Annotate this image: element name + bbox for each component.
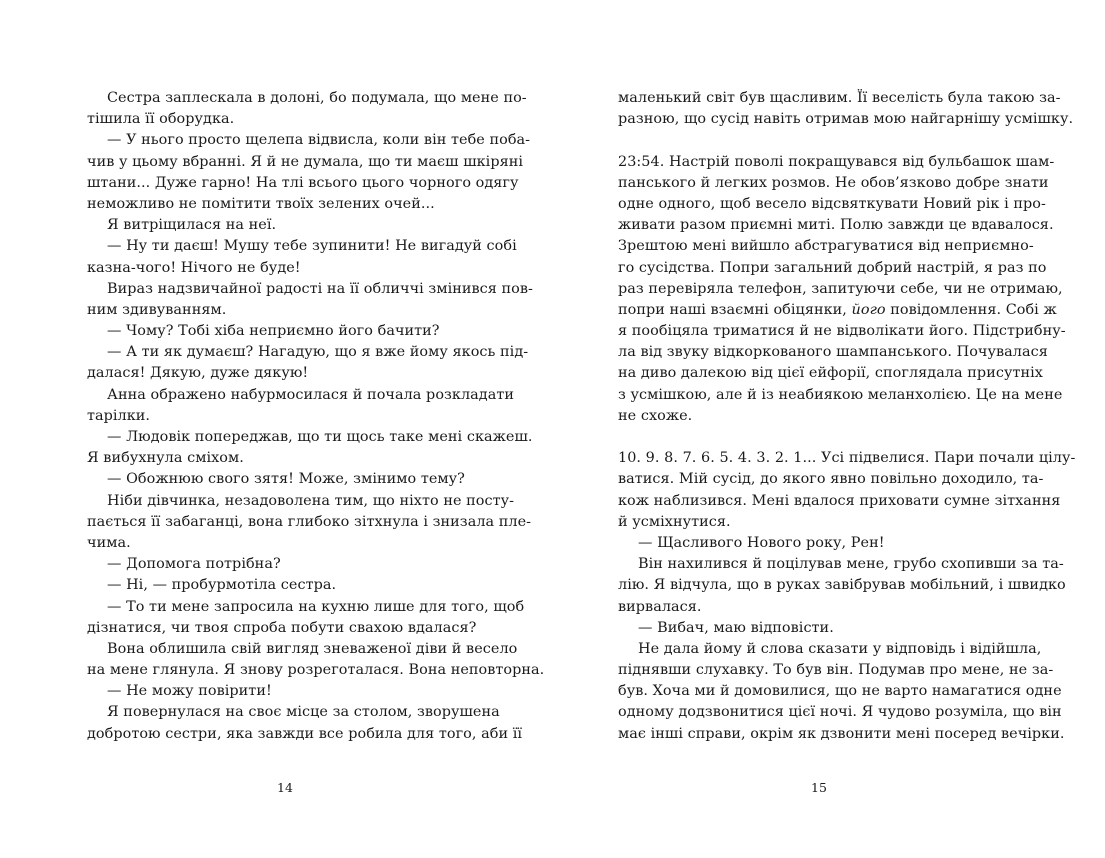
text-line: — Обожнюю свого зятя! Може, змінимо тему?	[107, 471, 465, 488]
text-line: Я повернулася на своє місце за столом, зворушена	[107, 704, 500, 721]
text-line: тішила її оборудка.	[87, 111, 235, 128]
text-line: Він нахилився й поцілував мене, грубо схопивши за та-	[638, 556, 1064, 573]
text-line: Вираз надзвичайної радості на її обличчі змінився пов-	[107, 280, 533, 297]
text-line: раз перевіряла телефон, запитуючи себе, чи не отримаю,	[618, 280, 1063, 297]
text-line: разною, що сусід навіть отримав мою найгарнішу усмішку.	[618, 111, 1074, 128]
text-line: Зрештою мені вийшло абстрагуватися від неприємно-	[618, 238, 1034, 255]
text-line: чима.	[87, 534, 131, 551]
text-line: ла від звуку відкоркованого шампанського. Почувалася	[618, 344, 1048, 361]
text-line: тарілки.	[87, 407, 151, 424]
text-line: — Ні, — пробурмотіла сестра.	[107, 577, 337, 594]
text-line: штани... Дуже гарно! На тлі всього цього чорного одягу	[87, 174, 519, 191]
text-line: — Вибач, маю відповісти.	[638, 619, 834, 636]
text-line: кож наблизився. Мені вдалося приховати сумне зітхання	[618, 492, 1061, 509]
text-line: Не дала йому й слова сказати у відповідь і відійшла,	[638, 640, 1042, 657]
text-line: одне одного, щоб весело відсвяткувати Новий рік і про-	[618, 195, 1046, 212]
text-line: — Не можу повірити!	[107, 683, 272, 700]
text-line: не схоже.	[618, 407, 693, 424]
text-line-with-italic	[618, 300, 1057, 321]
text-line: на диво далекою від цієї ейфорії, споглядала присутніх	[618, 365, 1043, 382]
left-page	[87, 88, 545, 745]
text-line: неможливо не помітити твоїх зелених очей...	[87, 195, 435, 212]
text-line: Я витріщилася на неї.	[107, 217, 277, 234]
text-line: 23:54. Настрій поволі покращувався від бульбашок шам-	[618, 153, 1055, 170]
text-line: вирвалася.	[618, 598, 702, 615]
section-break	[618, 130, 1016, 151]
text-line: я пообіцяла триматися й не відволікати його. Підстрибну-	[618, 323, 1066, 340]
text-line: Вона облишила свій вигляд зневаженої діви й весело	[107, 640, 518, 657]
text-line: казна-чого! Нічого не буде!	[87, 259, 301, 276]
text-fragment: повідомлення. Собі ж	[885, 301, 1057, 318]
section-break	[618, 427, 1016, 448]
text-line: го сусідства. Попри загальний добрий настрій, я раз по	[618, 259, 1047, 276]
text-line: живати разом приємні миті. Полю завжди це вдавалося.	[618, 217, 1054, 234]
text-line: — Щасливого Нового року, Рен!	[638, 534, 885, 551]
text-line: має інші справи, окрім як дзвонити мені посеред вечірки.	[618, 725, 1065, 742]
text-line: одному додзвонитися цієї ночі. Я чудово розуміла, що він	[618, 704, 1062, 721]
text-line: з усмішкою, але й із неабиякою меланхолією. Це на мене	[618, 386, 1063, 403]
text-line: ним здивуванням.	[87, 301, 227, 318]
page-number-left: 14	[277, 780, 293, 795]
page-number-right: 15	[811, 780, 827, 795]
text-line: — А ти як думаєш? Нагадую, що я вже йому якось під-	[107, 344, 529, 361]
text-line: 10. 9. 8. 7. 6. 5. 4. 3. 2. 1... Усі підвелися. Пари почали цілу-	[618, 450, 1076, 467]
text-line: добротою сестри, яка завжди все робила для того, аби її	[87, 725, 523, 742]
text-line: дізнатися, чи твоя спроба побути свахою вдалася?	[87, 619, 477, 636]
text-line: лію. Я відчула, що в руках завібрував мобільний, і швидко	[618, 577, 1066, 594]
text-fragment: попри наші взаємні обіцянки,	[618, 301, 852, 318]
text-line: піднявши слухавку. То був він. Подумав про мене, не за-	[618, 662, 1054, 679]
text-line: ватися. Мій сусід, до якого явно повільно доходило, та-	[618, 471, 1044, 488]
text-line: Анна ображено набурмосилася й почала розкладати	[107, 386, 514, 403]
text-line: був. Хоча ми й домовилися, що не варто намагатися одне	[618, 683, 1062, 700]
text-line: далася! Дякую, дуже дякую!	[87, 365, 309, 382]
text-line: — Ну ти даєш! Мушу тебе зупинити! Не вигадуй собі	[107, 238, 517, 255]
text-line: — Людовік попереджав, що ти щось таке мені скажеш.	[107, 429, 533, 445]
text-line: — У нього просто щелепа відвисла, коли він тебе поба-	[107, 132, 531, 149]
italic-word: його	[851, 301, 886, 318]
text-line: — Чому? Тобі хіба неприємно його бачити?	[107, 323, 440, 340]
text-line: чив у цьому вбранні. Я й не думала, що ти маєш шкіряні	[87, 153, 524, 170]
text-line: — То ти мене запросила на кухню лише для того, щоб	[107, 598, 525, 615]
text-line: панського й легких розмов. Не обов’язково добре знати	[618, 174, 1049, 191]
text-line: — Допомога потрібна?	[107, 556, 281, 573]
text-line: Ніби дівчинка, незадоволена тим, що ніхто не посту-	[107, 492, 515, 509]
text-line: Сестра заплескала в долоні, бо подумала, що мене по-	[107, 90, 527, 106]
text-line: Я вибухнула сміхом.	[87, 450, 244, 467]
text-line: маленький світ був щасливим. Її веселість була такою за-	[618, 90, 1061, 106]
text-line: й усміхнутися.	[618, 513, 731, 530]
text-line: на мене глянула. Я знову розреготалася. Вона неповторна.	[87, 662, 545, 679]
text-line: пається її забаганці, вона глибоко зітхнула і знизала пле-	[87, 513, 532, 530]
right-page	[618, 88, 1076, 745]
